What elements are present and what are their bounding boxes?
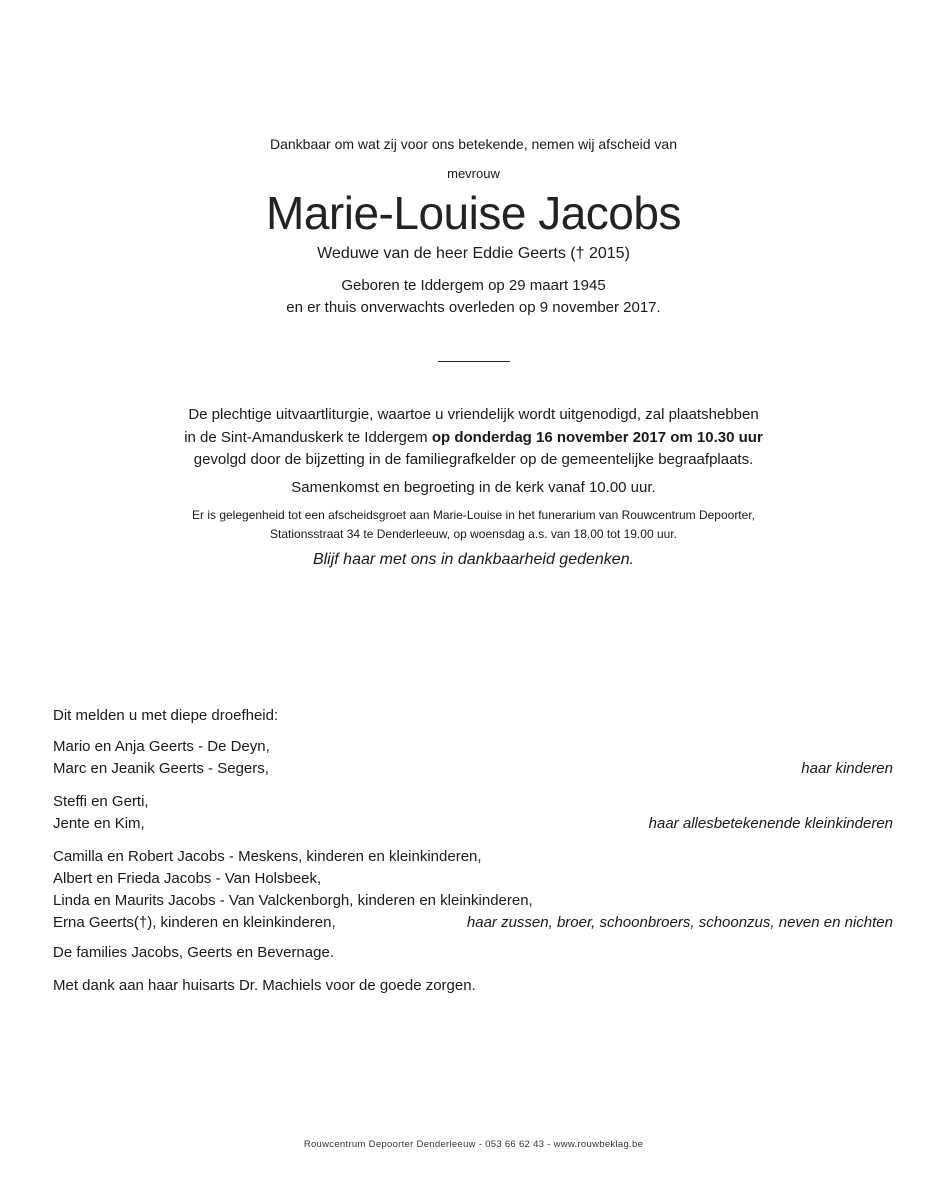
children-label: haar kinderen (801, 760, 893, 777)
deceased-name: Marie-Louise Jacobs (266, 187, 681, 239)
ceremony-date: op donderdag 16 november 2017 om 10.30 uur (431, 428, 763, 446)
footer-text: Rouwcentrum Depoorter Denderleeuw - 053 66 62 43 - www.rouwbeklag.be (303, 1139, 644, 1150)
visit-line-2: Stationsstraat 34 te Denderleeuw, op woensdag a.s. van 18.00 tot 19.00 uur. (270, 527, 677, 541)
children-group (53, 736, 893, 780)
families-text: De families Jacobs, Geerts en Bevernage. (53, 944, 334, 961)
announce-text (53, 705, 893, 727)
grandchildren-label: haar allesbetekenende kleinkinderen (648, 815, 893, 832)
birth-death-info (0, 275, 947, 319)
siblings-group (53, 846, 893, 934)
announce-line: Dit melden u met diepe droefheid: (53, 707, 279, 724)
grandchild-line (53, 813, 893, 835)
grandchild-line: Steffi en Gerti, (53, 793, 149, 810)
sibling-line: Camilla en Robert Jacobs - Meskens, kinderen en kleinkinderen, (53, 848, 482, 865)
families-line (53, 942, 893, 964)
thanks-text: Met dank aan haar huisarts Dr. Machiels voor de goede zorgen. (53, 977, 476, 994)
sibling-line: Albert en Frieda Jacobs - Van Holsbeek, (53, 870, 322, 887)
siblings-label: haar zussen, broer, schoonbroers, schoonzus, neven en nichten (466, 914, 893, 931)
birth-line: Geboren te Iddergem op 29 maart 1945 (341, 277, 606, 294)
sibling-line (53, 912, 893, 934)
death-line: en er thuis onverwachts overleden op 9 november 2017. (286, 299, 661, 316)
child-line: Mario en Anja Geerts - De Deyn, (53, 738, 270, 755)
ceremony-location: in de Sint-Amanduskerk te Iddergem (184, 428, 432, 446)
title-prefix: mevrouw (447, 166, 500, 181)
widow-of: Weduwe van de heer Eddie Geerts († 2015) (317, 245, 630, 262)
grandchildren-group (53, 791, 893, 835)
thanks-line (53, 975, 893, 997)
motto: Blijf haar met ons in dankbaarheid gedenken. (312, 551, 635, 568)
ceremony-line-1: De plechtige uitvaartliturgie, waartoe u vriendelijk wordt uitgenodigd, zal plaatshebben (188, 406, 759, 423)
ceremony-line-3: gevolgd door de bijzetting in de familiegrafkelder op de gemeentelijke begraafplaats. (193, 451, 754, 468)
gathering-info: Samenkomst en begroeting in de kerk vanaf 10.00 uur. (291, 479, 656, 496)
child-line (53, 758, 893, 780)
ceremony-line-2 (0, 427, 947, 450)
child-name: Marc en Jeanik Geerts - Segers, (53, 760, 269, 777)
intro-text: Dankbaar om wat zij voor ons betekende, nemen wij afscheid van (270, 136, 677, 152)
sibling-name: Erna Geerts(†), kinderen en kleinkinderen, (53, 914, 336, 931)
visit-line-1: Er is gelegenheid tot een afscheidsgroet aan Marie-Louise in het funerarium van Rouwcentrum Depoorter, (192, 508, 755, 522)
ceremony-info (0, 404, 947, 472)
divider (438, 361, 510, 362)
sibling-line: Linda en Maurits Jacobs - Van Valckenborgh, kinderen en kleinkinderen, (53, 892, 533, 909)
grandchild-name: Jente en Kim, (53, 815, 145, 832)
visit-info (0, 506, 947, 544)
